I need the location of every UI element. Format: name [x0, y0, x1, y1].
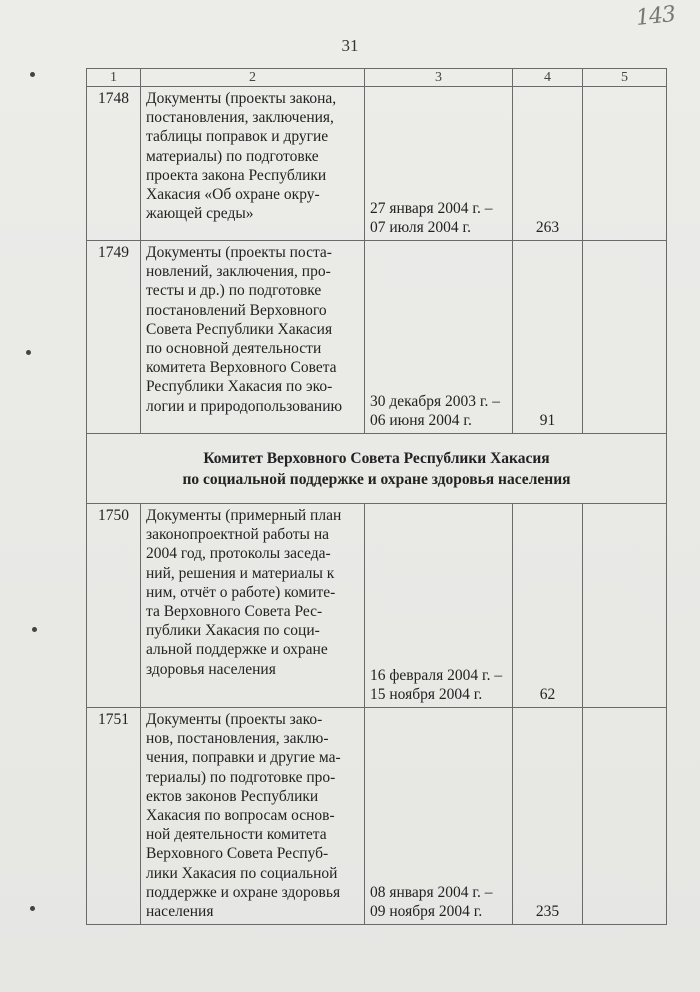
- handwritten-sheet-number: 143: [634, 2, 677, 31]
- item-description-text: Документы (примерный план законопроектной работы на 2004 год, протоколы заседа- ний, решения и материалы к ним, отчёт о работе) комите- та Верховного Совета Рес- публики Хакасия по соци- альной поддержке и охране здоровья населения: [146, 507, 342, 678]
- column-header: 4: [513, 69, 583, 87]
- item-sheet-count: 263: [513, 87, 583, 241]
- item-dates: [365, 241, 513, 434]
- table-row: [87, 504, 667, 708]
- column-header: 1: [87, 69, 141, 87]
- item-description: [141, 708, 365, 925]
- item-description-text: Документы (проекты закона, постановления, заключения, таблицы поправок и другие материалы) по подготовке проекта закона Республики Хакасия «Об охране окру- жающей среды»: [146, 90, 337, 223]
- item-dates-text: 16 февраля 2004 г. – 15 ноября 2004 г.: [370, 666, 503, 703]
- item-dates-text: 08 января 2004 г. – 09 ноября 2004 г.: [370, 883, 493, 921]
- item-note: [583, 87, 667, 241]
- page-number: 31: [341, 36, 359, 55]
- item-sheet-count: 62: [513, 504, 583, 708]
- column-header: 2: [141, 69, 365, 87]
- item-dates: [365, 708, 513, 925]
- item-dates-text: 27 января 2004 г. – 07 июля 2004 г.: [370, 199, 493, 236]
- column-header: 3: [365, 69, 513, 87]
- inventory-table: [86, 68, 667, 925]
- item-dates: [365, 504, 513, 708]
- section-heading: [87, 434, 667, 504]
- item-sheet-count: 235: [513, 708, 583, 925]
- section-heading-text: Комитет Верховного Совета Республики Хакасия по социальной поддержке и охране здоровья населения: [182, 449, 571, 488]
- table-row: [87, 241, 667, 434]
- item-note: [583, 241, 667, 434]
- item-sheet-count: 91: [513, 241, 583, 434]
- item-dates: [365, 87, 513, 241]
- item-description-text: Документы (проекты поста- новлений, заключения, про- тесты и др.) по подготовке постановлений Верховного Совета Республики Хакасия по основной деятельности комитета Верховного Совета Республики Хакасия по эко- логии и природопользованию: [146, 244, 343, 415]
- punch-hole-mark: [26, 350, 31, 355]
- item-description: [141, 87, 365, 241]
- item-description: [141, 241, 365, 434]
- punch-hole-mark: [30, 906, 35, 911]
- punch-hole-mark: [32, 627, 37, 632]
- item-dates-text: 30 декабря 2003 г. – 06 июня 2004 г.: [370, 392, 500, 429]
- item-number: 1748: [87, 87, 141, 241]
- item-note: [583, 708, 667, 925]
- column-header: 5: [583, 69, 667, 87]
- item-number: 1750: [87, 504, 141, 708]
- punch-hole-mark: [30, 72, 35, 77]
- section-heading-row: [87, 434, 667, 504]
- item-description: [141, 504, 365, 708]
- item-number: 1749: [87, 241, 141, 434]
- item-description-text: Документы (проекты зако- нов, постановления, заклю- чения, поправки и другие ма- териалы) по подготовке про- ектов законов Республики Хакасия по вопросам основ- ной деятельности комитета Верховного Совета Респуб- лики Хакасия по социальной поддержке и охране здоровья населения: [146, 711, 341, 921]
- item-number: 1751: [87, 708, 141, 925]
- column-number-row: [87, 69, 667, 87]
- table-row: [87, 708, 667, 925]
- table-row: [87, 87, 667, 241]
- item-note: [583, 504, 667, 708]
